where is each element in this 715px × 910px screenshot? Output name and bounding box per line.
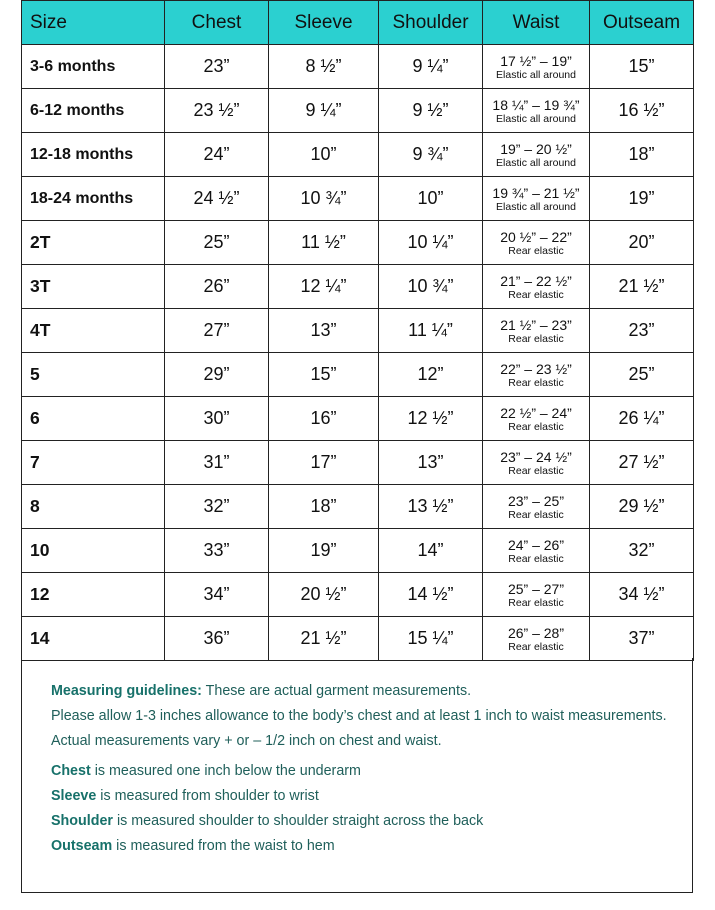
- outseam-cell: 37”: [590, 617, 694, 661]
- size-cell: 6-12 months: [22, 89, 165, 133]
- size-cell: 8: [22, 485, 165, 529]
- note-outseam: [51, 838, 335, 854]
- shoulder-cell: 9 ½”: [379, 89, 483, 133]
- note-guidelines-text: These are actual garment measurements.: [201, 683, 472, 699]
- waist-range: 22 ½” – 24”: [500, 404, 572, 421]
- table-body: [22, 45, 694, 661]
- waist-note: Elastic all around: [496, 68, 576, 81]
- size-cell: 3T: [22, 265, 165, 309]
- column-header-waist: Waist: [483, 1, 590, 45]
- table-row: [22, 309, 694, 353]
- table-row: [22, 265, 694, 309]
- size-cell: 12: [22, 573, 165, 617]
- size-cell: 2T: [22, 221, 165, 265]
- outseam-cell: 32”: [590, 529, 694, 573]
- column-header-size: Size: [22, 1, 165, 45]
- waist-range: 24” – 26”: [507, 536, 565, 553]
- waist-note: Rear elastic: [508, 508, 564, 521]
- waist-cell: [483, 397, 590, 441]
- chest-cell: 32”: [165, 485, 269, 529]
- table-row: [22, 441, 694, 485]
- size-cell: 4T: [22, 309, 165, 353]
- chest-cell: 31”: [165, 441, 269, 485]
- waist-cell: [483, 89, 590, 133]
- shoulder-cell: 13”: [379, 441, 483, 485]
- note-sleeve: [51, 788, 319, 804]
- note-chest-label: Chest: [51, 763, 91, 779]
- note-chest-text: is measured one inch below the underarm: [90, 763, 361, 779]
- waist-note: Rear elastic: [508, 244, 564, 257]
- waist-cell: [483, 265, 590, 309]
- waist-cell: [483, 177, 590, 221]
- shoulder-cell: 14 ½”: [379, 573, 483, 617]
- size-cell: 7: [22, 441, 165, 485]
- table-row: [22, 529, 694, 573]
- measuring-notes: [21, 658, 693, 893]
- waist-note: Elastic all around: [496, 112, 576, 125]
- sleeve-cell: 19”: [269, 529, 379, 573]
- note-shoulder: [51, 813, 483, 829]
- sleeve-cell: 10 ¾”: [269, 177, 379, 221]
- table-row: [22, 397, 694, 441]
- waist-note: Elastic all around: [496, 156, 576, 169]
- sleeve-cell: 9 ¼”: [269, 89, 379, 133]
- waist-range: 18 ¼” – 19 ¾”: [492, 96, 580, 113]
- waist-cell: [483, 529, 590, 573]
- waist-cell: [483, 485, 590, 529]
- shoulder-cell: 10 ¾”: [379, 265, 483, 309]
- table-row: [22, 89, 694, 133]
- table-header-row: [22, 1, 694, 45]
- waist-range: 22” – 23 ½”: [500, 360, 572, 377]
- note-allowance: Please allow 1-3 inches allowance to the body’s chest and at least 1 inch to waist measurements.: [51, 708, 667, 724]
- chest-cell: 23”: [165, 45, 269, 89]
- waist-range: 26” – 28”: [507, 624, 565, 641]
- sleeve-cell: 16”: [269, 397, 379, 441]
- note-outseam-text: is measured from the waist to hem: [112, 838, 335, 854]
- table-row: [22, 353, 694, 397]
- chest-cell: 36”: [165, 617, 269, 661]
- outseam-cell: 27 ½”: [590, 441, 694, 485]
- outseam-cell: 26 ¼”: [590, 397, 694, 441]
- waist-note: Rear elastic: [508, 596, 564, 609]
- sleeve-cell: 15”: [269, 353, 379, 397]
- sleeve-cell: 10”: [269, 133, 379, 177]
- sleeve-cell: 11 ½”: [269, 221, 379, 265]
- waist-range: 21” – 22 ½”: [500, 272, 572, 289]
- waist-range: 21 ½” – 23”: [500, 316, 572, 333]
- chest-cell: 26”: [165, 265, 269, 309]
- waist-note: Rear elastic: [508, 332, 564, 345]
- note-guidelines-label: Measuring guidelines:: [51, 683, 202, 699]
- waist-cell: [483, 353, 590, 397]
- waist-range: 19” – 20 ½”: [500, 140, 572, 157]
- outseam-cell: 34 ½”: [590, 573, 694, 617]
- size-chart: [21, 0, 692, 661]
- sleeve-cell: 13”: [269, 309, 379, 353]
- waist-cell: [483, 617, 590, 661]
- size-cell: 6: [22, 397, 165, 441]
- size-cell: 18-24 months: [22, 177, 165, 221]
- chest-cell: 24 ½”: [165, 177, 269, 221]
- table-row: [22, 177, 694, 221]
- waist-note: Rear elastic: [508, 288, 564, 301]
- waist-range: 23” – 25”: [507, 492, 565, 509]
- outseam-cell: 23”: [590, 309, 694, 353]
- sleeve-cell: 12 ¼”: [269, 265, 379, 309]
- note-guidelines: [51, 683, 471, 699]
- outseam-cell: 21 ½”: [590, 265, 694, 309]
- shoulder-cell: 9 ¾”: [379, 133, 483, 177]
- waist-range: 17 ½” – 19”: [500, 52, 572, 69]
- waist-note: Rear elastic: [508, 552, 564, 565]
- sleeve-cell: 17”: [269, 441, 379, 485]
- waist-note: Rear elastic: [508, 640, 564, 653]
- outseam-cell: 16 ½”: [590, 89, 694, 133]
- waist-range: 25” – 27”: [507, 580, 565, 597]
- note-outseam-label: Outseam: [51, 838, 113, 854]
- waist-note: Rear elastic: [508, 420, 564, 433]
- note-sleeve-text: is measured from shoulder to wrist: [96, 788, 319, 804]
- size-cell: 12-18 months: [22, 133, 165, 177]
- column-header-outseam: Outseam: [590, 1, 694, 45]
- chest-cell: 30”: [165, 397, 269, 441]
- waist-note: Rear elastic: [508, 464, 564, 477]
- size-cell: 14: [22, 617, 165, 661]
- shoulder-cell: 10”: [379, 177, 483, 221]
- sleeve-cell: 18”: [269, 485, 379, 529]
- size-cell: 10: [22, 529, 165, 573]
- sleeve-cell: 20 ½”: [269, 573, 379, 617]
- waist-cell: [483, 309, 590, 353]
- chest-cell: 29”: [165, 353, 269, 397]
- waist-cell: [483, 133, 590, 177]
- size-cell: 3-6 months: [22, 45, 165, 89]
- table-row: [22, 45, 694, 89]
- note-sleeve-label: Sleeve: [51, 788, 97, 804]
- size-table: [21, 0, 694, 661]
- waist-range: 23” – 24 ½”: [500, 448, 572, 465]
- sleeve-cell: 8 ½”: [269, 45, 379, 89]
- chest-cell: 27”: [165, 309, 269, 353]
- waist-cell: [483, 441, 590, 485]
- shoulder-cell: 12 ½”: [379, 397, 483, 441]
- waist-cell: [483, 45, 590, 89]
- shoulder-cell: 14”: [379, 529, 483, 573]
- column-header-shoulder: Shoulder: [379, 1, 483, 45]
- shoulder-cell: 10 ¼”: [379, 221, 483, 265]
- shoulder-cell: 15 ¼”: [379, 617, 483, 661]
- outseam-cell: 25”: [590, 353, 694, 397]
- note-shoulder-label: Shoulder: [51, 813, 113, 829]
- shoulder-cell: 9 ¼”: [379, 45, 483, 89]
- shoulder-cell: 13 ½”: [379, 485, 483, 529]
- waist-note: Rear elastic: [508, 376, 564, 389]
- waist-range: 20 ½” – 22”: [500, 228, 572, 245]
- shoulder-cell: 12”: [379, 353, 483, 397]
- waist-cell: [483, 221, 590, 265]
- chest-cell: 25”: [165, 221, 269, 265]
- chest-cell: 23 ½”: [165, 89, 269, 133]
- outseam-cell: 15”: [590, 45, 694, 89]
- table-row: [22, 133, 694, 177]
- outseam-cell: 29 ½”: [590, 485, 694, 529]
- size-cell: 5: [22, 353, 165, 397]
- outseam-cell: 19”: [590, 177, 694, 221]
- chest-cell: 24”: [165, 133, 269, 177]
- note-variance: Actual measurements vary + or – 1/2 inch on chest and waist.: [51, 733, 442, 749]
- waist-note: Elastic all around: [496, 200, 576, 213]
- waist-range: 19 ¾” – 21 ½”: [492, 184, 580, 201]
- table-row: [22, 485, 694, 529]
- chest-cell: 34”: [165, 573, 269, 617]
- waist-cell: [483, 573, 590, 617]
- chest-cell: 33”: [165, 529, 269, 573]
- shoulder-cell: 11 ¼”: [379, 309, 483, 353]
- outseam-cell: 20”: [590, 221, 694, 265]
- column-header-chest: Chest: [165, 1, 269, 45]
- column-header-sleeve: Sleeve: [269, 1, 379, 45]
- note-chest: [51, 763, 361, 779]
- table-row: [22, 221, 694, 265]
- note-shoulder-text: is measured shoulder to shoulder straight across the back: [112, 813, 484, 829]
- sleeve-cell: 21 ½”: [269, 617, 379, 661]
- table-row: [22, 617, 694, 661]
- table-row: [22, 573, 694, 617]
- outseam-cell: 18”: [590, 133, 694, 177]
